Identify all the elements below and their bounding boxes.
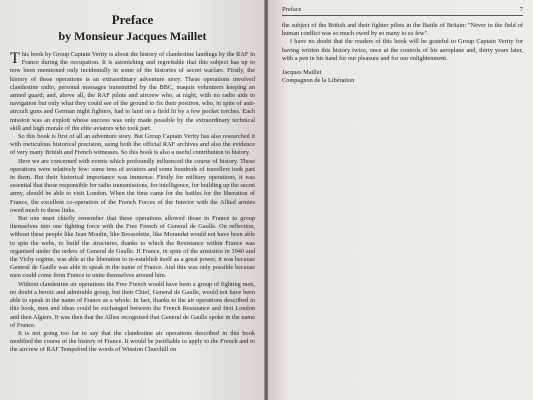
left-page: [0, 0, 265, 400]
preface-continuation: [282, 22, 523, 63]
paragraph-2: So this book is first of all an adventure story. But Group Captain Verity has also researched it with meticulous historical precision, using both the official RAF archives and also the evidence of very many British and French witnesses. So this book is also a useful contribution to history.: [10, 133, 255, 157]
right-page: [268, 0, 533, 400]
page-title: Preface: [111, 12, 154, 27]
signature-title: Compagnon de la Libération: [282, 77, 355, 85]
paragraph-8: I have no doubt that the readers of this book will be grateful to Group Captain Verity for having written this history twice, once at the controls of his aeroplane and, thirty years later, with a pen in his hand for our pleasure and for our enlightenment.: [282, 38, 523, 62]
paragraph-7: the subject of the British and their fighter pilots in the Battle of Britain: "Never in the field of human conflict was so much owed by so many to so few".: [282, 22, 523, 38]
drop-cap: T: [10, 50, 20, 67]
paragraph-5: Without clandestine air operations the Free French would have been a group of fighting men, no doubt a heroic and admirable group, but their Chief, General de Gaulle, would not have been able to speak in the name of France as a whole. In fact, thanks to the air operations described in this book, men and ideas could be exchanged between the French Resistance and first London and then Algiers. It was then that the Allies recognised that General de Gaulle spoke in the name of France.: [10, 280, 255, 329]
running-head-title: Preface: [282, 6, 302, 13]
paragraph-3: Here we are concerned with events which profoundly influenced the course of history. These operations were relatively few: some tens of aviators and some hundreds of travellers took part in them. But their historical importance was immense. Firstly for military operations, it was essential that those responsible for radio transmissions, for intelligence, for building up the secret army, should be able to visit London. When the time came for the battles for the liberation of France, the excellent co-operation of the French Forces of the Interior with the Allied armies owed much to these links.: [10, 157, 255, 214]
paragraph-6: It is not going too far to say that the clandestine air operations described in this book modified the course of the history of France. It would be justifiable to apply to the French and to the aircrew of RAF Tempsford the words of Winston Churchill on: [10, 329, 255, 354]
running-header: [282, 6, 523, 16]
paragraph-1-text: his book by Group Captain Verity is about the history of clandestine landings by the RAF in France during the occupation. It is astonishing and regrettable that this subject has up to now been mentioned only incidentally in some of the histories of secret warfare. Firstly, the history of these operations is an extraordinary adventure story. These operations involved clandestine radio, personal messages transmitted by the BBC, maquis volunteers keeping an armed guard; and, above all, the RAF pilots and aircrew who, at night, with no radio aids to navigation but only what they could see of the ground to fix their position, who, in spite of anti-aircraft guns and German night fighters, had to land on a field lit by a few pocket torches. Each mission was an exploit whose success was only made possible by the extraordinary technical skill and high morale of the elite aviators who took part.: [10, 51, 255, 132]
page-subtitle: by Monsieur Jacques Maillet: [58, 29, 207, 43]
signature-block: [282, 69, 523, 85]
paragraph-4: But one must chiefly remember that these operations allowed those in France to group themselves into one fighting force with the Free French of General de Gaulle. On reflection, without these people like Jean Moulin, like Brossolette, like Morandat would not have been able to spin the webs, to build the structures, thanks to which the Resistance within France was organised under the orders of General de Gaulle. If France, in spite of the armistice in 1940 and the Vichy regime, was able at the liberation to re-establish itself as a great power, it was because General de Gaulle was able to speak in the name of France. And this was only possible because men could come from France to unite themselves around him.: [10, 215, 255, 280]
signature-name: Jacques Maillet: [282, 69, 322, 77]
preface-body: [10, 51, 255, 355]
page-number: 7: [519, 6, 523, 13]
paragraph-1: [10, 51, 255, 133]
